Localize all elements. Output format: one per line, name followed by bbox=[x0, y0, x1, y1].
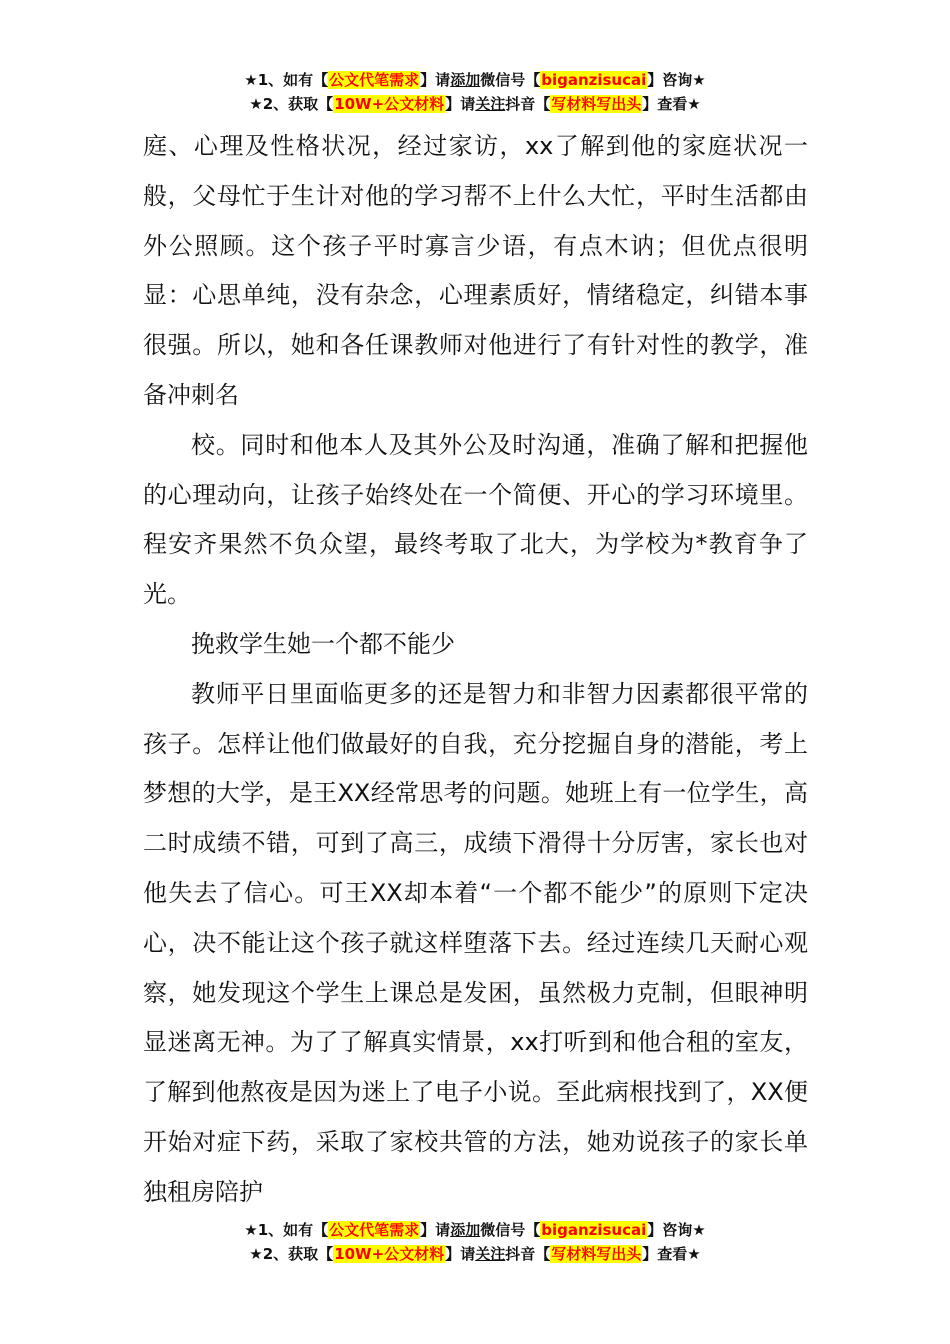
banner-text: ★2、获取【 bbox=[249, 1245, 334, 1263]
banner-underlined-text: 添加 bbox=[450, 1221, 481, 1239]
banner-text: 】咨询★ bbox=[647, 71, 706, 89]
banner-text: 】咨询★ bbox=[647, 1221, 706, 1239]
banner-highlight: 公文代笔需求 bbox=[329, 71, 420, 89]
paragraph-2: 校。同时和他本人及其外公及时沟通，准确了解和把握他的心理动向，让孩子始终处在一个简便、开心的学习环境里。程安齐果然不负众望，最终考取了北大，为学校为*教育争了光。 bbox=[143, 430, 808, 609]
banner-underlined-text: 关注 bbox=[475, 1245, 506, 1263]
banner-highlight: biganzisucai bbox=[541, 71, 647, 89]
header-banner bbox=[0, 68, 950, 116]
footer-banner bbox=[0, 1218, 950, 1266]
banner-line-1 bbox=[0, 68, 950, 92]
banner-text: ★1、如有【 bbox=[244, 71, 329, 89]
banner-text: 抖音【 bbox=[505, 95, 551, 113]
banner-text: 】请 bbox=[420, 71, 451, 89]
banner-highlight: 10W+公文材料 bbox=[334, 95, 445, 113]
banner-highlight: 10W+公文材料 bbox=[334, 1245, 445, 1263]
banner-text: 】请 bbox=[420, 1221, 451, 1239]
banner-highlight: 公文代笔需求 bbox=[329, 1221, 420, 1239]
paragraph-3: 教师平日里面临更多的还是智力和非智力因素都很平常的孩子。怎样让他们做最好的自我，充分挖掘自身的潜能，考上梦想的大学，是王XX经常思考的问题。她班上有一位学生，高二时成绩不错，可到了高三，成绩下滑得十分厉害，家长也对他失去了信心。可王XX却本着“一个都不能少”的原则下定决心，决不能让这个孩子就这样堕落下去。经过连续几天耐心观察，她发现这个学生上课总是发困，虽然极力克制，但眼神明显迷离无神。为了了解真实情景，xx打听到和他合租的室友，了解到他熬夜是因为迷上了电子小说。至此病根找到了，XX便开始对症下药，采取了家校共管的方法，她劝说孩子的家长单独租房陪护 bbox=[143, 679, 808, 1206]
banner-highlight: 写材料写出头 bbox=[551, 1245, 642, 1263]
banner-text: 微信号【 bbox=[480, 1221, 541, 1239]
banner-highlight: 写材料写出头 bbox=[551, 95, 642, 113]
document-body bbox=[143, 122, 808, 1218]
banner-text: 微信号【 bbox=[480, 71, 541, 89]
banner-text: 】查看★ bbox=[642, 1245, 701, 1263]
banner-text: 】请 bbox=[445, 1245, 476, 1263]
banner-highlight: biganzisucai bbox=[541, 1221, 647, 1239]
banner-text: 抖音【 bbox=[505, 1245, 551, 1263]
banner-text: ★2、获取【 bbox=[249, 95, 334, 113]
banner-text: 】请 bbox=[445, 95, 476, 113]
banner-line-1 bbox=[0, 1218, 950, 1242]
banner-line-2 bbox=[0, 1242, 950, 1266]
section-heading: 挽救学生她一个都不能少 bbox=[191, 629, 455, 658]
banner-underlined-text: 关注 bbox=[475, 95, 506, 113]
paragraph-1: 庭、心理及性格状况，经过家访，xx了解到他的家庭状况一般，父母忙于生计对他的学习帮不上什么大忙，平时生活都由外公照顾。这个孩子平时寡言少语，有点木讷；但优点很明显：心思单纯，没有杂念，心理素质好，情绪稳定，纠错本事很强。所以，她和各任课教师对他进行了有针对性的教学，准备冲刺名 bbox=[143, 132, 808, 409]
banner-underlined-text: 添加 bbox=[450, 71, 481, 89]
banner-text: 】查看★ bbox=[642, 95, 701, 113]
banner-line-2 bbox=[0, 92, 950, 116]
banner-text: ★1、如有【 bbox=[244, 1221, 329, 1239]
